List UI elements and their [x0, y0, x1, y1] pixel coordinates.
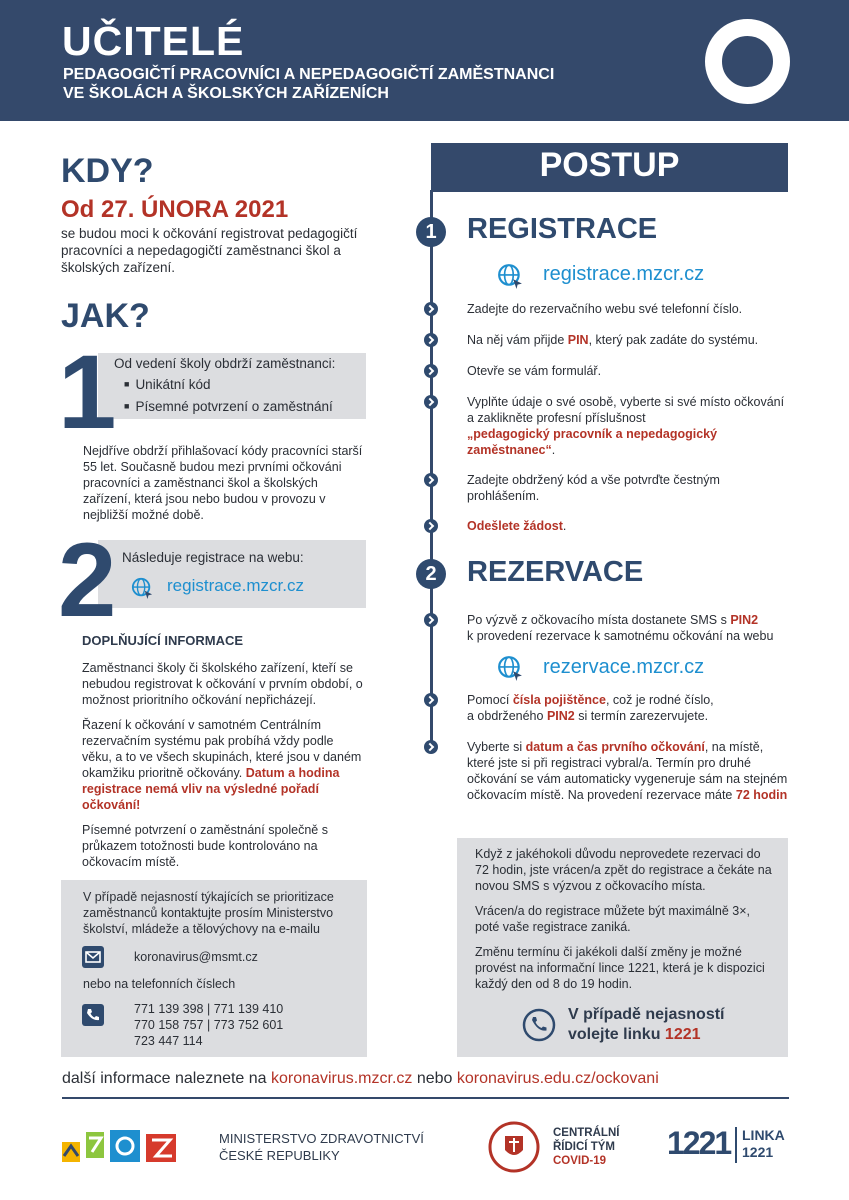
- rez-step-3-a: Vyberte si: [467, 740, 526, 754]
- mzcr-line-1: MINISTERSTVO ZDRAVOTNICTVÍ: [219, 1131, 424, 1146]
- contact-intro: V případě nejasností týkajících se prioritizace zaměstnanců kontaktujte prosím Ministerstvo školství, mládeže a tělovýchovy na e-mailu: [83, 890, 334, 936]
- crt-emblem-icon: [487, 1120, 541, 1174]
- footer-text-b: nebo: [412, 1070, 457, 1087]
- reg-step-2-pin: PIN: [567, 333, 589, 347]
- note-p2: Vrácen/a do registrace můžete být maximálně 3×, poté vaše registrace zaniká.: [475, 904, 751, 934]
- reg-step-4-a: Vyplňte údaje o své osobě, vyberte si své místo očkování a zaklikněte profesní příslušnost: [467, 395, 785, 425]
- timeline-line: [430, 190, 433, 748]
- globe-icon: [497, 655, 523, 681]
- mzcr-logo-icon: [62, 1128, 207, 1164]
- chevron-right-icon: [424, 613, 438, 627]
- contact-phones-intro: nebo na telefonních číslech: [83, 977, 236, 991]
- note-p1: Když z jakéhokoli důvodu neprovedete rezervaci do 72 hodin, jste vrácen/a zpět do registrace a čekáte na novou SMS s výzvou z očkovacího místa.: [475, 847, 772, 893]
- step2-title: Následuje registrace na webu:: [122, 550, 304, 565]
- kdy-text: se budou moci k očkování registrovat pedagogičtí pracovníci a nepedagogičtí zaměstnanci škol a školských zařízení.: [61, 226, 358, 275]
- dopl-p2: [82, 717, 364, 813]
- step1-item: ■ Písemné potvrzení o zaměstnání: [124, 399, 333, 414]
- rez-step-3-c: , na místě, které jste si při registraci vybral/a. Termín pro druhé očkování se vám automaticky vygeneruje sám na stejném očkovacím místě. Na provedení rezervace máte: [467, 740, 788, 802]
- linka-name: [742, 1127, 785, 1161]
- call-line: [568, 1005, 724, 1045]
- call-line-2: volejte linku: [568, 1026, 665, 1043]
- chevron-right-icon: [424, 693, 438, 707]
- chevron-right-icon: [424, 333, 438, 347]
- crt-line-1: CENTRÁLNÍ: [553, 1127, 620, 1139]
- crt-name: [553, 1126, 619, 1168]
- dopl-heading: DOPLŇUJÍCÍ INFORMACE: [82, 633, 244, 648]
- rez-step-3: [467, 739, 791, 803]
- note-p3: Změnu termínu či jakékoli další změny je možné provést na informační lince 1221, která je k dispozici každý den od 8 do 19 hodin.: [475, 945, 765, 991]
- ring-logo-icon: [705, 19, 790, 104]
- footer-link-mzcr[interactable]: koronavirus.mzcr.cz: [271, 1070, 413, 1087]
- rez-step-2-c: , což je rodné číslo,: [605, 693, 714, 707]
- page-title: UČITELÉ: [62, 18, 245, 64]
- step1-number: 1: [58, 334, 117, 451]
- call-number: 1221: [664, 1026, 701, 1043]
- start-date: Od 27. ÚNORA 2021: [61, 196, 289, 223]
- step1-item: ■ Unikátní kód: [124, 377, 210, 392]
- registrace-web-link[interactable]: registrace.mzcr.cz: [543, 263, 705, 285]
- chevron-right-icon: [424, 740, 438, 754]
- globe-icon: [131, 577, 153, 599]
- footer-link-edu[interactable]: koronavirus.edu.cz/ockovani: [456, 1070, 659, 1087]
- reg-step-6: Odešlete žádost.: [467, 519, 567, 533]
- crt-line-2: ŘÍDICÍ TÝM: [553, 1141, 615, 1153]
- rez-step-2-f: si termín zarezervujete.: [574, 709, 709, 723]
- reg-step-1: Zadejte do rezervačního webu své telefonní číslo.: [467, 302, 743, 316]
- contact-phones-1: 771 139 398 | 771 139 410: [134, 1002, 284, 1016]
- phone-icon: [82, 1004, 104, 1026]
- chevron-right-icon: [424, 302, 438, 316]
- page-subtitle: [63, 65, 554, 103]
- globe-icon: [497, 263, 523, 289]
- crt-line-3: COVID-19: [553, 1155, 607, 1167]
- rezervace-number: 2: [416, 559, 446, 589]
- footer-info: [62, 1070, 659, 1088]
- dopl-p2-text: Řazení k očkování v samotném Centrálním rezervačním systému pak probíhá vždy podle věku, a to ve všech skupinách, které jsou v daném okamžiku prioritně očkovány.: [82, 718, 362, 780]
- postup-heading: POSTUP: [539, 146, 680, 184]
- rez-step-2-a: Pomocí: [467, 693, 513, 707]
- rez-step-2: [467, 692, 792, 724]
- rez-step-2-pin2: PIN2: [546, 709, 575, 723]
- dopl-p2-emph: Datum a hodina registrace nemá vliv na výsledné pořadí očkování!: [82, 766, 340, 812]
- rezervace-heading: REZERVACE: [467, 556, 644, 588]
- chevron-right-icon: [424, 519, 438, 533]
- reg-step-6-text: Odešlete žádost: [467, 519, 563, 533]
- rezervace-web-link[interactable]: rezervace.mzcr.cz: [543, 656, 705, 678]
- jak-paragraph: Nejdříve obdrží přihlašovací kódy pracovníci starší 55 let. Současně budou mezi prvními očkováni pracovníci a zaměstnanci škol a školských zařízení, která jsou nebo budou v provozu v nejbližší možné době.: [83, 444, 363, 522]
- contact-phones-3: 723 447 114: [134, 1034, 203, 1048]
- linka-line-2: 1221: [742, 1144, 774, 1160]
- footer-text-a: další informace naleznete na: [62, 1070, 272, 1087]
- contact-email[interactable]: koronavirus@msmt.cz: [134, 950, 258, 964]
- envelope-icon: [82, 946, 104, 968]
- reg-step-4: [467, 394, 792, 458]
- rez-step-3-hours: 72 hodin: [735, 788, 788, 802]
- rez-step-3-date: datum a čas prvního očkování: [525, 740, 705, 754]
- linka-logo: 1221: [667, 1125, 731, 1161]
- rez-step-1: [467, 612, 792, 644]
- reg-step-2-c: , který pak zadáte do systému.: [588, 333, 759, 347]
- reg-step-4-c: .: [551, 443, 556, 457]
- rez-step-1-c: k provedení rezervace k samotnému očkování na webu: [467, 629, 774, 643]
- jak-heading: JAK?: [61, 297, 150, 335]
- rez-step-2-d: a obdrženého: [467, 709, 547, 723]
- contact-phones-2: 770 158 757 | 773 752 601: [134, 1018, 284, 1032]
- chevron-right-icon: [424, 364, 438, 378]
- phone-call-icon: [522, 1008, 556, 1042]
- reg-step-4-profession: „pedagogický pracovník a nepedagogický zaměstnanec“: [467, 427, 718, 457]
- mzcr-line-2: ČESKÉ REPUBLIKY: [219, 1148, 340, 1163]
- registrace-link[interactable]: registrace.mzcr.cz: [167, 576, 304, 595]
- subtitle-line-2: VE ŠKOLÁCH A ŠKOLSKÝCH ZAŘÍZENÍCH: [63, 85, 389, 102]
- chevron-right-icon: [424, 395, 438, 409]
- call-line-1: V případě nejasností: [568, 1006, 725, 1023]
- mzcr-name: [219, 1130, 424, 1164]
- reg-step-3: Otevře se vám formulář.: [467, 364, 602, 378]
- step1-title: Od vedení školy obdrží zaměstnanci:: [114, 356, 336, 371]
- reg-step-2: [467, 332, 792, 348]
- reg-step-2-a: Na něj vám přijde: [467, 333, 568, 347]
- footer-divider: [62, 1097, 789, 1099]
- dopl-p3: Písemné potvrzení o zaměstnání společně s průkazem totožnosti bude kontrolováno na očkovacím místě.: [82, 823, 328, 869]
- rez-step-1-pin2: PIN2: [730, 613, 759, 627]
- rez-step-1-a: Po výzvě z očkovacího místa dostanete SMS s: [467, 613, 731, 627]
- rez-step-2-insurance: čísla pojištěnce: [512, 693, 606, 707]
- registrace-heading: REGISTRACE: [467, 213, 658, 245]
- chevron-right-icon: [424, 473, 438, 487]
- step2-number: 2: [58, 522, 117, 639]
- dopl-p1: Zaměstnanci školy či školského zařízení, kteří se nebudou registrovat k očkování v prvním období, o možnost prioritního očkování nepřicházejí.: [82, 661, 363, 707]
- registrace-number: 1: [416, 217, 446, 247]
- linka-line-1: LINKA: [742, 1127, 785, 1143]
- linka-divider: [735, 1127, 737, 1163]
- subtitle-line-1: PEDAGOGIČTÍ PRACOVNÍCI A NEPEDAGOGIČTÍ ZAMĚSTNANCI: [63, 66, 555, 83]
- reg-step-5: Zadejte obdržený kód a vše potvrďte čestným prohlášením.: [467, 473, 720, 503]
- kdy-heading: KDY?: [61, 152, 154, 190]
